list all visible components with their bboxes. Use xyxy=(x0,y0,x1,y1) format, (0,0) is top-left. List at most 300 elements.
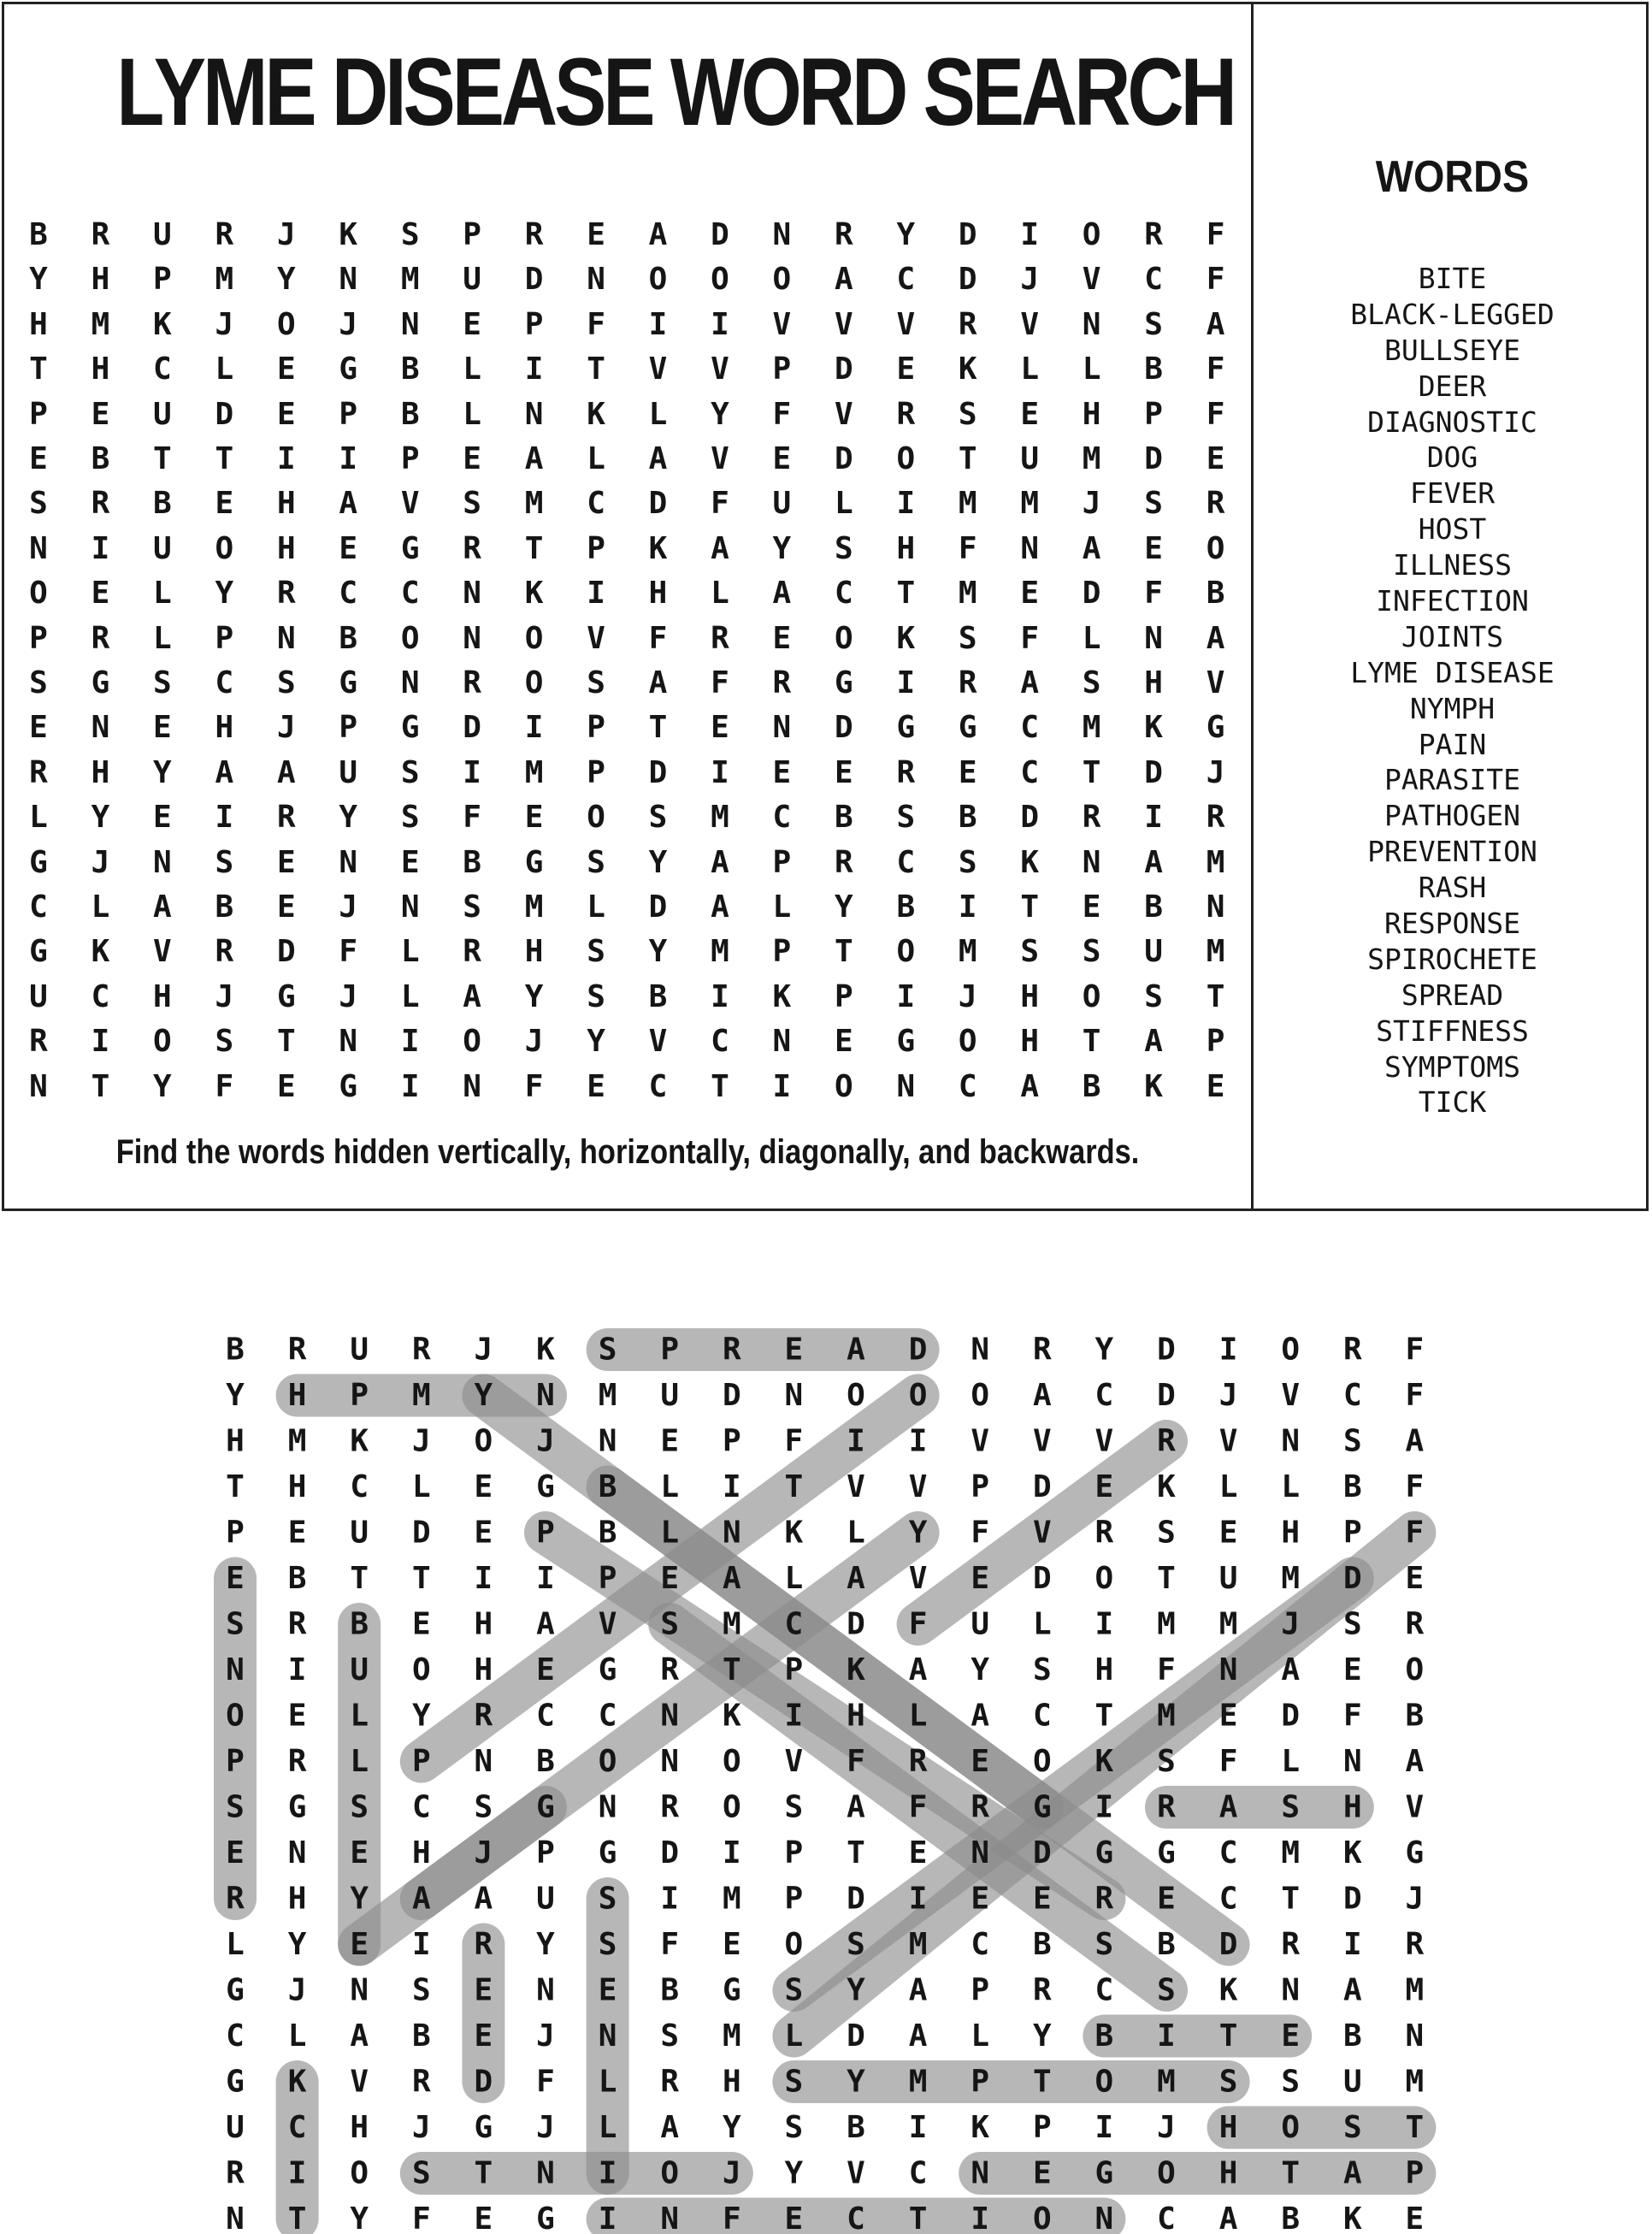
grid-letter: C xyxy=(835,576,853,612)
solution-letter: I xyxy=(1094,1789,1114,1825)
solution-letter: P xyxy=(598,1561,617,1596)
solution-letter: J xyxy=(1218,1378,1238,1413)
grid-letter: E xyxy=(958,754,977,790)
grid-letter: L xyxy=(835,486,853,522)
grid-letter: A xyxy=(153,889,172,925)
solution-letter: T xyxy=(350,1561,369,1596)
grid-letter: G xyxy=(896,1024,916,1060)
grid-letter: N xyxy=(772,1024,792,1060)
solution-letter: H xyxy=(287,1469,307,1504)
grid-letter: N xyxy=(29,1068,48,1104)
grid-letter: I xyxy=(276,441,296,476)
grid-letter: A xyxy=(835,262,853,298)
grid-letter: A xyxy=(463,978,481,1014)
solution-letter: I xyxy=(1342,1927,1362,1962)
solution-letter: O xyxy=(1094,2064,1114,2100)
grid-letter: J xyxy=(339,978,358,1014)
solution-letter: C xyxy=(1218,1881,1238,1917)
grid-letter: P xyxy=(587,710,605,746)
solution-letter: K xyxy=(847,1652,865,1687)
grid-letter: F xyxy=(587,306,605,342)
solution-letter: T xyxy=(847,1835,865,1871)
grid-letter: M xyxy=(1082,710,1101,746)
grid-letter: R xyxy=(958,665,977,700)
grid-letter: O xyxy=(835,1068,853,1104)
grid-letter: F xyxy=(1206,217,1225,252)
grid-letter: N xyxy=(1144,620,1163,656)
solution-letter: S xyxy=(1342,2110,1362,2145)
solution-letter: J xyxy=(474,1835,493,1871)
solution-letter: M xyxy=(598,1378,617,1413)
solution-letter: Y xyxy=(411,1698,431,1734)
grid-letter: F xyxy=(1206,262,1225,298)
solution-letter: L xyxy=(350,1698,369,1734)
grid-letter: R xyxy=(1206,486,1225,522)
solution-letter: C xyxy=(1157,2201,1176,2234)
grid-letter: D xyxy=(958,217,977,252)
solution-letter: K xyxy=(1094,1744,1114,1779)
grid-letter: E xyxy=(91,396,110,432)
word-list-item: NYMPH xyxy=(1409,691,1496,725)
grid-letter: B xyxy=(29,217,48,252)
solution-letter: T xyxy=(1218,2018,1238,2054)
solution-letter: T xyxy=(1281,1881,1301,1917)
grid-letter: V xyxy=(648,1024,668,1060)
solution-letter: N xyxy=(660,1744,680,1779)
solution-letter: V xyxy=(1094,1423,1114,1459)
grid-letter: R xyxy=(958,306,977,342)
solution-letter: T xyxy=(722,1652,741,1687)
grid-letter: O xyxy=(772,262,792,298)
grid-letter: K xyxy=(524,576,544,612)
grid-letter: I xyxy=(400,1068,420,1104)
solution-letter: S xyxy=(1157,1744,1176,1779)
grid-letter: P xyxy=(1206,1024,1225,1060)
grid-letter: M xyxy=(711,934,729,970)
grid-letter: E xyxy=(1020,576,1040,612)
solution-letter: F xyxy=(784,1423,804,1459)
grid-letter: N xyxy=(276,620,296,656)
solution-letter: L xyxy=(971,2018,990,2054)
solution-letter: G xyxy=(1094,2155,1114,2191)
grid-letter: A xyxy=(648,665,668,700)
grid-letter: R xyxy=(91,217,110,252)
solution-letter: O xyxy=(350,2155,369,2191)
solution-letter: R xyxy=(1405,1606,1425,1642)
solution-letter: F xyxy=(411,2201,431,2234)
grid-letter: O xyxy=(1206,530,1225,566)
solution-letter: N xyxy=(971,1332,990,1368)
grid-letter: C xyxy=(1020,754,1040,790)
grid-letter: O xyxy=(463,1024,481,1060)
solution-letter: R xyxy=(411,1332,431,1368)
grid-letter: B xyxy=(1144,889,1163,925)
grid-letter: P xyxy=(463,217,481,252)
grid-letter: M xyxy=(524,754,544,790)
grid-letter: O xyxy=(587,800,605,836)
solution-letter: P xyxy=(722,1423,741,1459)
solution-letter: J xyxy=(536,1423,555,1459)
grid-letter: F xyxy=(1144,576,1163,612)
solution-letter: R xyxy=(660,2064,680,2100)
solution-letter: A xyxy=(350,2018,369,2054)
solution-letter: T xyxy=(474,2155,493,2191)
grid-letter: N xyxy=(1020,530,1040,566)
grid-letter: P xyxy=(1144,396,1163,432)
grid-letter: R xyxy=(896,754,916,790)
solution-letter: Y xyxy=(287,1927,307,1962)
grid-letter: G xyxy=(1206,710,1225,746)
grid-letter: N xyxy=(153,844,172,880)
solution-letter: S xyxy=(847,1927,865,1962)
solution-letter: N xyxy=(474,1744,493,1779)
grid-letter: B xyxy=(958,800,977,836)
solution-letter: R xyxy=(287,1744,307,1779)
grid-letter: A xyxy=(524,441,544,476)
grid-letter: J xyxy=(524,1024,544,1060)
solution-letter: A xyxy=(1405,1744,1425,1779)
solution-letter: A xyxy=(474,1881,493,1917)
solution-letter: T xyxy=(784,1469,804,1504)
grid-letter: Y xyxy=(524,978,544,1014)
grid-letter: Y xyxy=(91,800,110,836)
grid-letter: V xyxy=(835,306,853,342)
solution-letter: Y xyxy=(536,1927,555,1962)
grid-letter: Y xyxy=(215,576,234,612)
solution-letter: D xyxy=(660,1835,680,1871)
solution-letter: N xyxy=(971,2155,990,2191)
grid-letter: Y xyxy=(896,217,916,252)
solution-letter: A xyxy=(908,1652,928,1687)
grid-letter: A xyxy=(215,754,234,790)
grid-letter: T xyxy=(958,441,977,476)
solution-letter: J xyxy=(411,2110,431,2145)
grid-letter: S xyxy=(400,754,420,790)
grid-letter: S xyxy=(1144,306,1163,342)
solution-letter: C xyxy=(784,1606,804,1642)
solution-letter: E xyxy=(784,1332,804,1368)
grid-letter: L xyxy=(463,396,481,432)
solution-letter: G xyxy=(226,2064,245,2100)
solution-letter: V xyxy=(908,1561,928,1596)
grid-letter: K xyxy=(153,306,172,342)
solution-letter: M xyxy=(1157,1698,1176,1734)
grid-letter: C xyxy=(896,844,916,880)
solution-letter: D xyxy=(1281,1698,1301,1734)
grid-letter: D xyxy=(1144,441,1163,476)
solution-letter: O xyxy=(1405,1652,1425,1687)
solution-letter: I xyxy=(784,1698,804,1734)
page-title: LYME DISEASE WORD SEARCH xyxy=(116,38,1234,145)
solution-letter: D xyxy=(1032,1561,1052,1596)
grid-letter: B xyxy=(648,978,668,1014)
solution-letter: A xyxy=(971,1698,990,1734)
grid-letter: I xyxy=(91,1024,110,1060)
grid-letter: F xyxy=(711,665,729,700)
grid-letter: V xyxy=(1082,262,1101,298)
grid-letter: M xyxy=(958,486,977,522)
grid-letter: T xyxy=(587,352,605,387)
grid-letter: E xyxy=(29,710,48,746)
grid-letter: B xyxy=(1082,1068,1101,1104)
word-list-item: FEVER xyxy=(1409,476,1496,511)
grid-letter: S xyxy=(215,844,234,880)
solution-letter: B xyxy=(598,1469,617,1504)
solution-letter: F xyxy=(908,1606,928,1642)
solution-letter: B xyxy=(1032,1927,1052,1962)
grid-letter: A xyxy=(1144,844,1163,880)
solution-letter: R xyxy=(474,1698,493,1734)
solution-letter: G xyxy=(598,1652,617,1687)
grid-letter: S xyxy=(29,665,48,700)
solution-letter: M xyxy=(722,1606,741,1642)
solution-letter: P xyxy=(536,1515,555,1551)
grid-letter: E xyxy=(587,217,605,252)
word-list-item: SYMPTOMS xyxy=(1384,1049,1520,1084)
grid-letter: E xyxy=(400,844,420,880)
grid-letter: A xyxy=(648,217,668,252)
solution-letter: H xyxy=(474,1652,493,1687)
grid-letter: L xyxy=(400,978,420,1014)
grid-letter: S xyxy=(587,844,605,880)
solution-letter: O xyxy=(411,1652,431,1687)
solution-letter: D xyxy=(847,1881,865,1917)
grid-letter: R xyxy=(91,486,110,522)
solution-letter: C xyxy=(1342,1378,1362,1413)
solution-letter: S xyxy=(1032,1652,1052,1687)
grid-letter: S xyxy=(958,844,977,880)
solution-letter: A xyxy=(1218,1789,1238,1825)
grid-letter: R xyxy=(772,665,792,700)
solution-letter: J xyxy=(287,1972,307,2008)
solution-letter: E xyxy=(1032,2155,1052,2191)
solution-letter: E xyxy=(971,1744,990,1779)
solution-letter: N xyxy=(536,2155,555,2191)
grid-letter: L xyxy=(1082,352,1101,387)
solution-letter: P xyxy=(784,1881,804,1917)
solution-letter: H xyxy=(847,1698,865,1734)
grid-letter: U xyxy=(29,978,48,1014)
solution-letter: D xyxy=(411,1515,431,1551)
solution-letter: U xyxy=(350,1652,369,1687)
solution-letter: P xyxy=(226,1744,245,1779)
grid-letter: J xyxy=(276,217,296,252)
solution-letter: E xyxy=(1094,1469,1114,1504)
solution-letter: A xyxy=(908,1972,928,2008)
grid-letter: O xyxy=(153,1024,172,1060)
solution-letter: H xyxy=(411,1835,431,1871)
grid-letter: H xyxy=(91,352,110,387)
solution-letter: C xyxy=(971,1927,990,1962)
grid-letter: E xyxy=(276,889,296,925)
solution-letter: D xyxy=(1342,1561,1362,1596)
grid-letter: S xyxy=(400,217,420,252)
grid-letter: E xyxy=(215,486,234,522)
grid-letter: E xyxy=(772,441,792,476)
grid-letter: L xyxy=(772,889,792,925)
solution-letter: G xyxy=(1157,1835,1176,1871)
grid-letter: T xyxy=(1082,754,1101,790)
grid-letter: F xyxy=(1020,620,1040,656)
solution-letter: H xyxy=(226,1423,245,1459)
solution-letter: A xyxy=(1218,2201,1238,2234)
grid-letter: A xyxy=(648,441,668,476)
solution-letter: C xyxy=(287,2110,307,2145)
grid-letter: I xyxy=(648,306,668,342)
solution-letter: E xyxy=(1342,1652,1362,1687)
grid-letter: O xyxy=(958,1024,977,1060)
solution-letter: F xyxy=(1157,1652,1176,1687)
grid-letter: I xyxy=(1144,800,1163,836)
grid-letter: P xyxy=(587,530,605,566)
grid-letter: F xyxy=(1206,396,1225,432)
solution-letter: A xyxy=(1405,1423,1425,1459)
solution-letter: A xyxy=(847,1561,865,1596)
solution-letter: T xyxy=(908,2201,928,2234)
grid-letter: C xyxy=(648,1068,668,1104)
grid-letter: F xyxy=(463,800,481,836)
solution-letter: N xyxy=(784,1378,804,1413)
grid-letter: O xyxy=(648,262,668,298)
solution-letter: L xyxy=(1032,1606,1052,1642)
grid-letter: P xyxy=(772,934,792,970)
solution-letter: N xyxy=(536,1972,555,2008)
solution-letter: V xyxy=(1032,1515,1052,1551)
solution-letter: S xyxy=(411,2155,431,2191)
solution-letter: M xyxy=(1281,1835,1301,1871)
grid-letter: V xyxy=(587,620,605,656)
word-list-item: LYME DISEASE xyxy=(1350,655,1555,689)
grid-letter: P xyxy=(587,754,605,790)
solution-letter: I xyxy=(908,1881,928,1917)
solution-letter: I xyxy=(536,1561,555,1596)
grid-letter: I xyxy=(1020,217,1040,252)
grid-letter: A xyxy=(1206,620,1225,656)
grid-letter: B xyxy=(215,889,234,925)
grid-letter: L xyxy=(153,576,172,612)
solution-letter: E xyxy=(1218,1515,1238,1551)
solution-letter: V xyxy=(1281,1378,1301,1413)
solution-letter: K xyxy=(784,1515,804,1551)
solution-letter: M xyxy=(411,1378,431,1413)
grid-letter: G xyxy=(91,665,110,700)
solution-letter: G xyxy=(474,2110,493,2145)
grid-letter: K xyxy=(1144,1068,1163,1104)
solution-letter: E xyxy=(908,1835,928,1871)
grid-letter: E xyxy=(276,844,296,880)
solution-letter: P xyxy=(971,1469,990,1504)
solution-letter: M xyxy=(1281,1561,1301,1596)
solution-letter: B xyxy=(1405,1698,1425,1734)
grid-letter: E xyxy=(1020,396,1040,432)
solution-letter: K xyxy=(536,1332,555,1368)
solution-letter: R xyxy=(226,2155,245,2191)
grid-letter: Y xyxy=(835,889,853,925)
solution-letter: E xyxy=(722,1927,741,1962)
grid-letter: D xyxy=(835,441,853,476)
solution-letter: D xyxy=(847,2018,865,2054)
solution-letter: S xyxy=(598,1881,617,1917)
grid-letter: C xyxy=(772,800,792,836)
solution-letter: B xyxy=(847,2110,865,2145)
grid-letter: H xyxy=(524,934,544,970)
grid-letter: C xyxy=(958,1068,977,1104)
grid-letter: B xyxy=(896,889,916,925)
solution-letter: F xyxy=(1405,1332,1425,1368)
solution-letter: M xyxy=(908,1927,928,1962)
grid-letter: L xyxy=(215,352,234,387)
solution-letter: G xyxy=(598,1835,617,1871)
grid-letter: B xyxy=(1144,352,1163,387)
grid-letter: S xyxy=(400,800,420,836)
solution-letter: N xyxy=(287,1835,307,1871)
solution-letter: N xyxy=(722,1515,741,1551)
grid-letter: T xyxy=(1020,889,1040,925)
grid-letter: H xyxy=(276,486,296,522)
solution-letter: H xyxy=(722,2064,741,2100)
grid-letter: P xyxy=(400,441,420,476)
solution-letter: I xyxy=(1094,1606,1114,1642)
grid-letter: H xyxy=(153,978,172,1014)
solution-letter: G xyxy=(536,2201,555,2234)
grid-letter: B xyxy=(339,620,358,656)
grid-letter: F xyxy=(215,1068,234,1104)
solution-letter: I xyxy=(722,1835,741,1871)
grid-letter: H xyxy=(91,754,110,790)
solution-letter: S xyxy=(226,1789,245,1825)
solution-letter: C xyxy=(908,2155,928,2191)
solution-letter: P xyxy=(411,1744,431,1779)
grid-letter: S xyxy=(958,396,977,432)
grid-letter: G xyxy=(958,710,977,746)
grid-letter: S xyxy=(1082,665,1101,700)
solution-letter: F xyxy=(1342,1698,1362,1734)
grid-letter: K xyxy=(772,978,792,1014)
solution-letter: I xyxy=(1157,2018,1176,2054)
grid-letter: A xyxy=(1020,665,1040,700)
solution-letter: D xyxy=(1032,1469,1052,1504)
grid-letter: B xyxy=(835,800,853,836)
grid-letter: O xyxy=(896,934,916,970)
grid-letter: N xyxy=(1082,844,1101,880)
grid-letter: A xyxy=(1206,306,1225,342)
solution-letter: B xyxy=(1281,2201,1301,2234)
solution-letter: N xyxy=(226,2201,245,2234)
solution-letter: N xyxy=(1405,2018,1425,2054)
grid-letter: D xyxy=(524,262,544,298)
solution-letter: R xyxy=(1094,1515,1114,1551)
grid-letter: E xyxy=(29,441,48,476)
solution-letter: C xyxy=(226,2018,245,2054)
word-list-item: PREVENTION xyxy=(1367,835,1537,869)
grid-letter: T xyxy=(524,530,544,566)
grid-letter: E xyxy=(835,1024,853,1060)
solution-letter: D xyxy=(1157,1332,1176,1368)
solution-letter: C xyxy=(598,1698,617,1734)
grid-letter: D xyxy=(835,710,853,746)
grid-letter: L xyxy=(1020,352,1040,387)
grid-letter: E xyxy=(1082,889,1101,925)
solution-letter: D xyxy=(474,2064,493,2100)
grid-letter: E xyxy=(772,620,792,656)
grid-letter: N xyxy=(772,710,792,746)
solution-letter: M xyxy=(722,1881,741,1917)
grid-letter: Y xyxy=(587,1024,605,1060)
solution-letter: N xyxy=(1281,1423,1301,1459)
solution-letter: Y xyxy=(226,1378,245,1413)
word-list-item: PAIN xyxy=(1418,727,1487,761)
solution-letter: Y xyxy=(350,2201,369,2234)
